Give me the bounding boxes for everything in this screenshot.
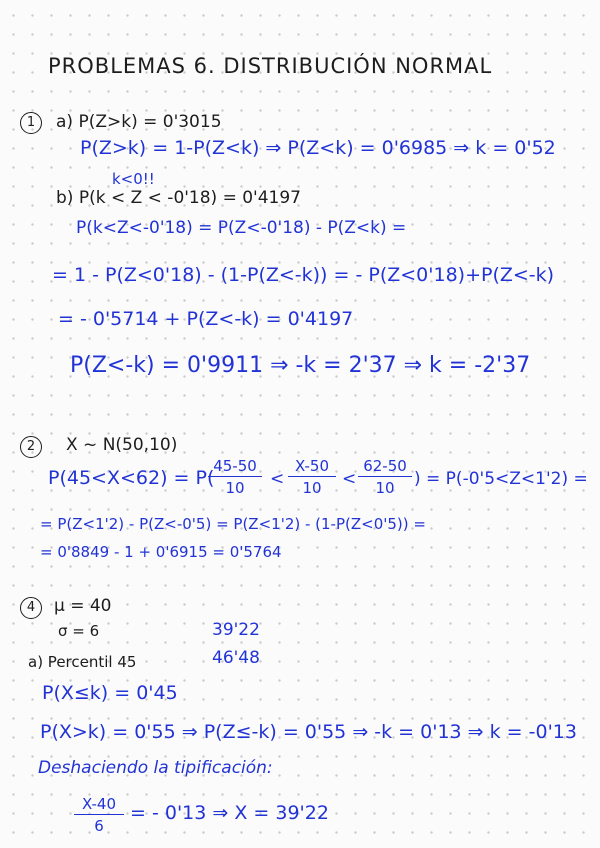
- fraction-1-denominator: 10: [225, 479, 245, 497]
- problem-4a-line-2: P(X>k) = 0'55 ⇒ P(Z≤-k) = 0'55 ⇒ -k = 0'13 ⇒ k = -0'13: [40, 721, 577, 743]
- problem-4a-line-4: = - 0'13 ⇒ X = 39'22: [130, 802, 329, 824]
- fraction-2-denominator: 10: [302, 479, 322, 497]
- fraction-3-denominator: 10: [375, 479, 395, 497]
- problem-4a-line-3: Deshaciendo la tipificación:: [38, 758, 273, 778]
- problem-4-value-1: 39'22: [212, 620, 260, 640]
- problem-2-lhs: P(45<X<62) = P(: [48, 467, 215, 489]
- problem-1b-line-2: = 1 - P(Z<0'18) - (1-P(Z<-k)) = - P(Z<0'18)+P(Z<-k): [52, 264, 555, 286]
- problem-4a-fraction-denominator: 6: [94, 817, 104, 835]
- problem-1b-line-1: P(k<Z<-0'18) = P(Z<-0'18) - P(Z<k) =: [76, 218, 407, 238]
- problem-1a-solution: P(Z>k) = 1-P(Z<k) ⇒ P(Z<k) = 0'6985 ⇒ k = 0'52: [80, 137, 556, 159]
- problem-2-number: 2: [20, 436, 42, 458]
- problem-4-sigma: σ = 6: [58, 622, 100, 640]
- problem-1b-line-4: P(Z<-k) = 0'9911 ⇒ -k = 2'37 ⇒ k = -2'37: [70, 353, 531, 378]
- page-title: PROBLEMAS 6. DISTRIBUCIÓN NORMAL: [48, 54, 493, 78]
- fraction-3: [358, 457, 412, 497]
- problem-4-value-2: 46'48: [212, 648, 260, 668]
- problem-2-rhs: ) = P(-0'5<Z<1'2) =: [414, 469, 588, 489]
- problem-1b-note: k<0!!: [112, 170, 155, 188]
- fraction-2-numerator: X-50: [288, 457, 336, 477]
- problem-4a-fraction-numerator: X-40: [74, 795, 124, 815]
- problem-4-mu: μ = 40: [54, 596, 112, 616]
- fraction-2: [288, 457, 336, 497]
- problem-1b-line-3: = - 0'5714 + P(Z<-k) = 0'4197: [58, 308, 354, 330]
- problem-4a-statement: a) Percentil 45: [28, 653, 137, 671]
- fraction-3-numerator: 62-50: [358, 457, 412, 477]
- problem-2-line-2: = P(Z<1'2) - P(Z<-0'5) = P(Z<1'2) - (1-P(Z<0'5)) =: [40, 515, 426, 533]
- fraction-1: [208, 457, 262, 497]
- problem-4a-line-1: P(X≤k) = 0'45: [42, 682, 178, 704]
- less-than-1: <: [270, 469, 285, 489]
- problem-1-number: 1: [20, 112, 42, 134]
- problem-1b-statement: b) P(k < Z < -0'18) = 0'4197: [56, 188, 301, 208]
- problem-4a-fraction: [74, 795, 124, 835]
- problem-1a-statement: a) P(Z>k) = 0'3015: [56, 112, 222, 132]
- fraction-1-numerator: 45-50: [208, 457, 262, 477]
- problem-4-number: 4: [20, 597, 42, 619]
- problem-2-statement: X ~ N(50,10): [66, 435, 178, 455]
- problem-2-line-3: = 0'8849 - 1 + 0'6915 = 0'5764: [40, 543, 282, 561]
- less-than-2: <: [342, 469, 357, 489]
